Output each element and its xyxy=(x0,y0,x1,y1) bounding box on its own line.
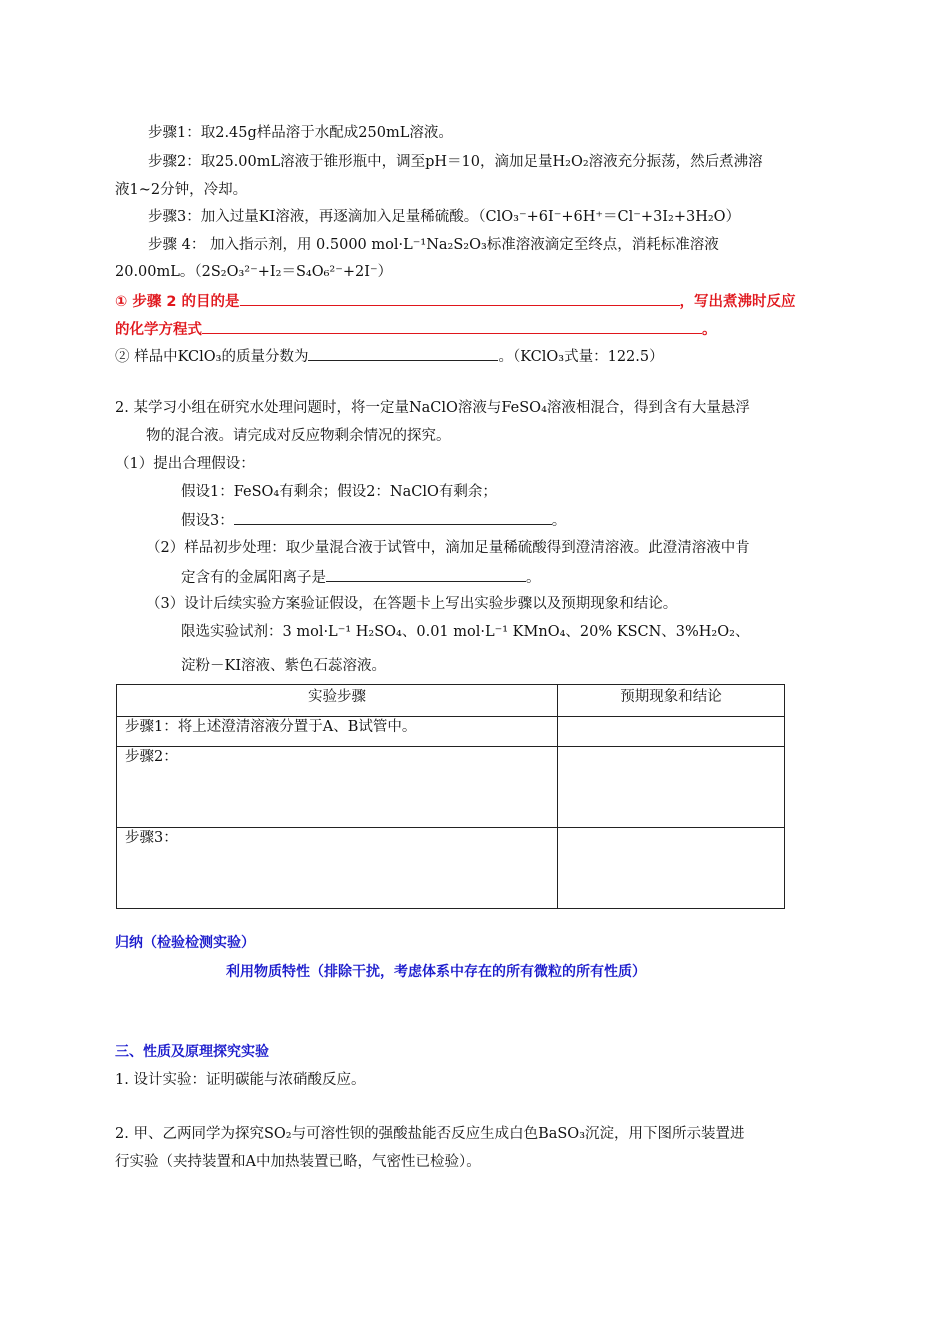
subquestion2-prefix: 定含有的金属阳离子是 xyxy=(181,570,326,586)
table-cell-step: 步骤1：将上述澄清溶液分置于A、B试管中。 xyxy=(117,717,558,747)
metal-cation-blank[interactable] xyxy=(326,566,526,582)
hypothesis-3-line xyxy=(181,509,566,531)
table-header-steps: 实验步骤 xyxy=(117,685,558,717)
experiment-table xyxy=(116,684,785,909)
step2-text-line1: 步骤2：取25.00mL溶液于锥形瓶中，调至pH＝10，滴加足量H₂O₂溶液充分振荡，然后煮沸溶 xyxy=(148,154,763,170)
table-row xyxy=(117,717,785,747)
subquestion1-label: （1）提出合理假设： xyxy=(115,456,255,472)
reagents-line2: 淀粉－KI溶液、紫色石蕊溶液。 xyxy=(181,658,387,674)
question2-prefix: ② 样品中KClO₃的质量分数为 xyxy=(115,349,309,365)
table-row xyxy=(117,828,785,909)
question1-equation-suffix: 。 xyxy=(702,322,717,338)
question1-answer-blank[interactable] xyxy=(240,290,680,306)
subquestion3-text: （3）设计后续实验方案验证假设，在答题卡上写出实验步骤以及预期现象和结论。 xyxy=(146,596,678,612)
hypothesis-3-blank[interactable] xyxy=(234,509,552,525)
reagents-line1: 限选实验试剂：3 mol·L⁻¹ H₂SO₄、0.01 mol·L⁻¹ KMnO₄、20% KSCN、3%H₂O₂、 xyxy=(181,624,750,640)
question2-line xyxy=(115,345,664,367)
table-cell-step[interactable]: 步骤3： xyxy=(117,828,558,909)
subquestion2-line2 xyxy=(181,566,541,588)
step1-text: 步骤1：取2.45g样品溶于水配成250mL溶液。 xyxy=(148,125,453,141)
section3-title: 三、性质及原理探究实验 xyxy=(115,1044,269,1060)
question1-equation-blank[interactable] xyxy=(202,318,702,334)
summary-title: 归纳（检验检测实验） xyxy=(115,935,255,951)
problem2-text-line1: 2. 某学习小组在研究水处理问题时，将一定量NaClO溶液与FeSO₄溶液相混合，得到含有大量悬浮 xyxy=(115,400,750,416)
problem2-text-line2: 物的混合液。请完成对反应物剩余情况的探究。 xyxy=(146,428,451,444)
hypothesis-3-prefix: 假设3： xyxy=(181,513,234,529)
table-cell-result[interactable] xyxy=(558,717,785,747)
question1-prefix: ① 步骤 2 的目的是 xyxy=(115,294,240,310)
step4-text-line1: 步骤 4： 加入指示剂，用 0.5000 mol·L⁻¹Na₂S₂O₃标准溶液滴定至终点，消耗标准溶液 xyxy=(148,237,719,253)
section3-question2-line1: 2. 甲、乙两同学为探究SO₂与可溶性钡的强酸盐能否反应生成白色BaSO₃沉淀，用下图所示装置进 xyxy=(115,1126,745,1142)
section3-question1: 1. 设计实验：证明碳能与浓硝酸反应。 xyxy=(115,1072,366,1088)
question1-suffix: ，写出煮沸时反应 xyxy=(679,294,796,310)
table-row xyxy=(117,747,785,828)
question2-suffix: 。（KClO₃式量：122.5） xyxy=(498,349,664,365)
subquestion2-suffix: 。 xyxy=(526,570,541,586)
question2-answer-blank[interactable] xyxy=(308,345,498,361)
step3-text: 步骤3：加入过量KI溶液，再逐滴加入足量稀硫酸。（ClO₃⁻+6I⁻+6H⁺＝Cl⁻+3I₂+3H₂O） xyxy=(148,209,741,225)
table-cell-result[interactable] xyxy=(558,747,785,828)
subquestion2-line1: （2）样品初步处理：取少量混合液于试管中，滴加足量稀硫酸得到澄清溶液。此澄清溶液中肯 xyxy=(146,540,750,556)
section3-question2-line2: 行实验（夹持装置和A中加热装置已略，气密性已检验）。 xyxy=(115,1154,481,1170)
table-cell-step[interactable]: 步骤2： xyxy=(117,747,558,828)
table-cell-result[interactable] xyxy=(558,828,785,909)
question1-line2 xyxy=(115,318,717,340)
question1-line1 xyxy=(115,290,796,312)
step2-text-line2: 液1~2分钟，冷却。 xyxy=(115,182,248,198)
step4-text-line2: 20.00mL。（2S₂O₃²⁻+I₂＝S₄O₆²⁻+2I⁻） xyxy=(115,264,393,280)
table-header-row xyxy=(117,685,785,717)
hypothesis-3-suffix: 。 xyxy=(551,513,567,529)
table-header-results: 预期现象和结论 xyxy=(558,685,785,717)
summary-body: 利用物质特性（排除干扰，考虑体系中存在的所有微粒的所有性质） xyxy=(226,964,646,980)
question1-equation-prefix: 的化学方程式 xyxy=(115,322,202,338)
hypothesis-1-2: 假设1：FeSO₄有剩余；假设2：NaClO有剩余； xyxy=(181,484,497,500)
